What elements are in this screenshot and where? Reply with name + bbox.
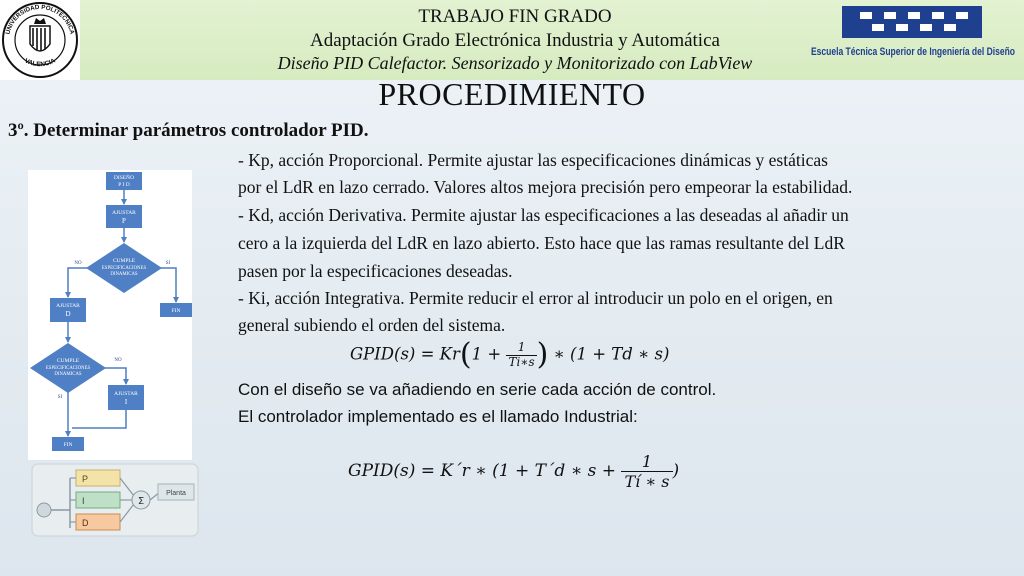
- eq1-rest: ∗ (1 + 𝑇𝑑 ∗ 𝑠): [553, 344, 670, 364]
- block-plant-label: Planta: [166, 490, 186, 497]
- flowchart-decision1-line2: ESPECIFICACIONES: [101, 266, 147, 271]
- etsid-logo-text: Escuela Técnica Superior de Ingeniería del Diseño: [811, 46, 1016, 58]
- flowchart-adjust-i-line2: I: [124, 398, 128, 406]
- block-sum-label: Σ: [137, 496, 145, 507]
- pid-block-diagram-icon: [30, 462, 200, 538]
- flowchart-adjust-i-line1: AJUSTAR: [114, 391, 138, 397]
- flowchart-fin-2: FIN: [63, 442, 73, 448]
- eq2-fraction: [621, 452, 672, 491]
- flowchart-no-label-2: NO: [114, 358, 122, 363]
- eq1-frac-den: 𝑇𝑖∗𝑠: [508, 354, 535, 369]
- flowchart-decision2-line2: ESPECIFICACIONES: [45, 366, 91, 371]
- pid-flowchart: [28, 170, 192, 460]
- block-i-label: I: [82, 496, 85, 506]
- flowchart-fin-1: FIN: [171, 308, 181, 314]
- section-subtitle: 3º. Determinar parámetros controlador PID.: [8, 120, 369, 141]
- eq2-frac-den: 𝑇í ∗ 𝑠: [624, 472, 670, 492]
- text-line-industrial: El controlador implementado es el llamado Industrial:: [238, 407, 638, 426]
- eq2-lhs: 𝐺𝑃𝐼𝐷(𝑠) = 𝐾´𝑟 ∗ (1 + 𝑇´𝑑 ∗ 𝑠 +: [348, 461, 617, 482]
- flowchart-adjust-p-line2: P: [122, 217, 126, 225]
- eq1-lhs: 𝐺𝑃𝐼𝐷(𝑠) = 𝐾𝑟: [350, 344, 460, 364]
- header-line-2: Adaptación Grado Electrónica Industria y Automática: [310, 30, 720, 51]
- flowchart-start-line1: DISEÑO: [113, 175, 135, 181]
- eq2-close: ): [672, 461, 680, 482]
- eq1-fraction: [506, 341, 536, 370]
- block-p-label: P: [82, 474, 89, 484]
- text-line: general subiendo el orden del sistema.: [238, 315, 506, 335]
- flowchart-adjust-p-line1: AJUSTAR: [112, 210, 136, 216]
- flowchart-start-line2: P I D: [118, 182, 130, 188]
- flowchart-si-label-1: SI: [165, 261, 171, 266]
- equation-pid-series: 𝐺𝑃𝐼𝐷(𝑠) = 𝐾𝑟(1 + $\frac{1}{\text{𝑇𝑖∗𝑠}}$ ) ∗ (1 + 𝑇𝑑 ∗ 𝑠): [350, 337, 670, 372]
- eq1-one-plus: 1 +: [471, 344, 502, 364]
- flowchart-decision2-line3: DINAMICAS: [54, 372, 82, 377]
- flowchart-decision1-line3: DINAMICAS: [110, 272, 138, 277]
- upv-logo-bottom-text: VALENCIA: [23, 57, 57, 69]
- equation-pid-industrial: [348, 452, 679, 491]
- text-line: - Kp, acción Proporcional. Permite ajustar las especificaciones dinámicas y estáticas: [238, 150, 828, 170]
- upv-logo: [0, 0, 80, 80]
- flowchart-adjust-d-line2: D: [65, 310, 71, 318]
- page-title: PROCEDIMIENTO: [378, 76, 646, 112]
- text-line: cero a la izquierda del LdR en lazo abierto. Esto hace que las ramas resultante del LdR: [238, 233, 845, 253]
- upv-logo-top-text: UNIVERSIDAD POLITECNICA: [4, 3, 76, 36]
- text-line: - Ki, acción Integrativa. Permite reducir el error al introducir un polo en el origen, en: [238, 288, 833, 308]
- flowchart-decision2-line1: CUMPLE: [56, 358, 80, 364]
- eq1-frac-num: 1: [506, 341, 536, 356]
- upv-seal-icon: [0, 0, 80, 80]
- text-line: por el LdR en lazo cerrado. Valores altos mejora precisión pero empeorar la estabilidad.: [238, 177, 853, 197]
- header-line-1: TRABAJO FIN GRADO: [418, 6, 612, 27]
- flowchart-si-label-2: SI: [57, 395, 63, 400]
- etsid-logo: [806, 2, 1020, 78]
- text-line: - Kd, acción Derivativa. Permite ajustar las especificaciones a las deseadas al añadir un: [238, 205, 849, 225]
- flowchart-no-label-1: NO: [74, 261, 82, 266]
- header-line-3: Diseño PID Calefactor. Sensorizado y Monitorizado con LabView: [277, 53, 753, 73]
- flowchart-decision1-line1: CUMPLE: [112, 258, 136, 264]
- text-line-series: Con el diseño se va añadiendo en serie cada acción de control.: [238, 380, 717, 399]
- block-d-label: D: [82, 518, 89, 528]
- etsid-building-icon: [806, 2, 1020, 78]
- text-line: pasen por la especificaciones deseadas.: [238, 261, 513, 281]
- flowchart-adjust-d-line1: AJUSTAR: [56, 303, 80, 309]
- pid-block-diagram: [30, 462, 200, 538]
- eq2-frac-num: 1: [621, 452, 672, 472]
